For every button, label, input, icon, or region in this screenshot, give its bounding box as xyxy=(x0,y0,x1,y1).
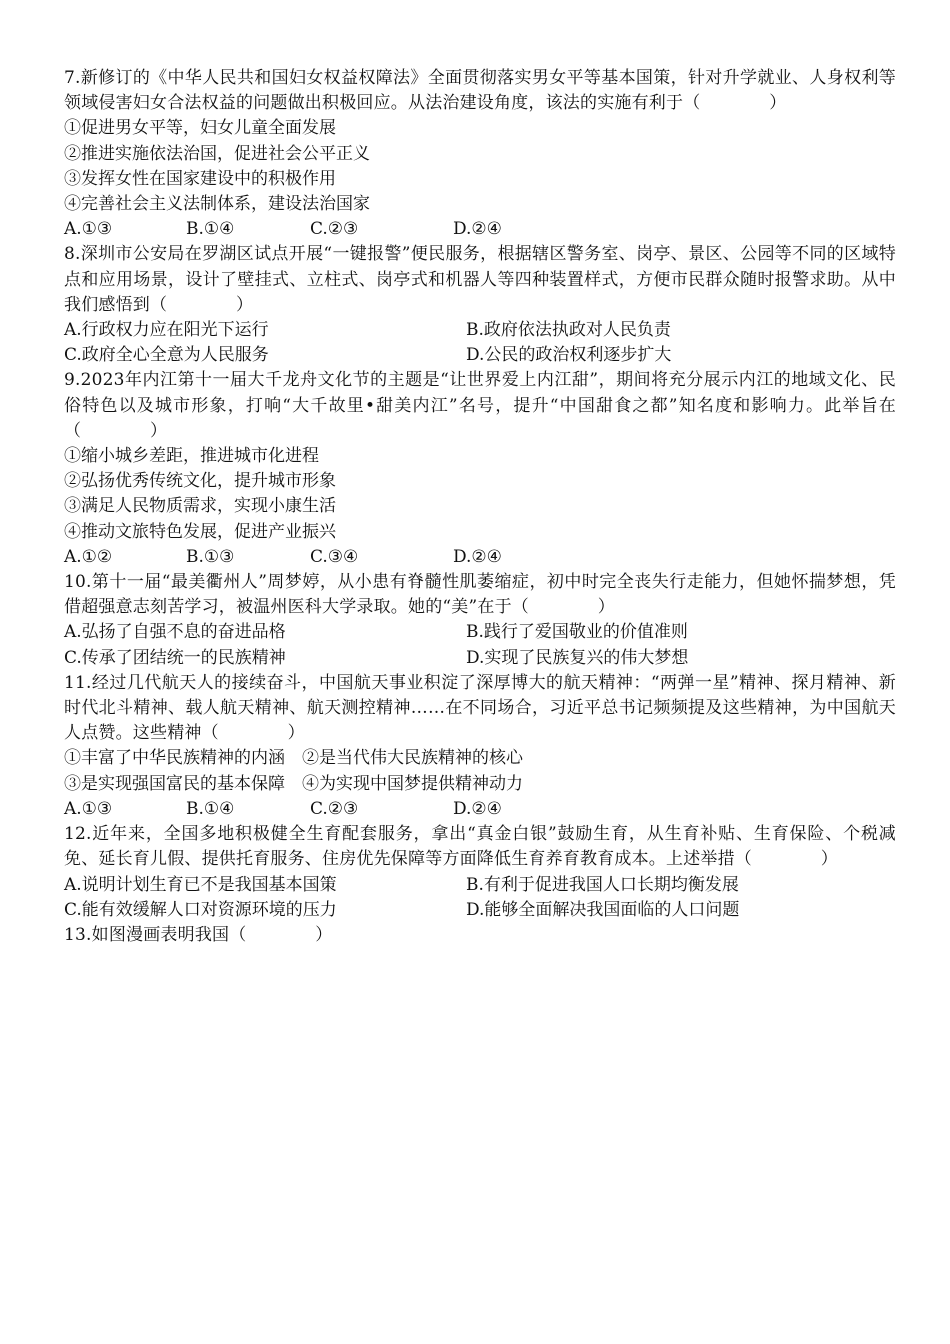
question-stem: 11.经过几代航天人的接续奋斗，中国航天事业积淀了深厚博大的航天精神：“两弹一星”精神、探月精神、新时代北斗精神、载人航天精神、航天测控精神……在不同场合，习近平总书记频频提及这些精神，为中国航天人点赞。这些精神（ ） xyxy=(64,672,896,744)
option-b: B.有利于促进我国人口长期均衡发展 xyxy=(466,874,739,895)
statement-item: ③满足人民物质需求，实现小康生活 xyxy=(64,496,336,517)
option-d: D.能够全面解决我国面临的人口问题 xyxy=(466,899,740,920)
option-b: B.①③ xyxy=(186,546,235,567)
question-8 xyxy=(64,242,896,368)
option-a: A.行政权力应在阳光下运行 xyxy=(64,320,269,341)
option-a: A.说明计划生育已不是我国基本国策 xyxy=(64,874,337,895)
statement-row: ③是实现强国富民的基本保障 ④为实现中国梦提供精神动力 xyxy=(64,773,523,794)
question-stem: 9.2023年内江第十一届大千龙舟文化节的主题是“让世界爱上内江甜”，期间将充分展示内江的地域文化、民俗特色以及城市形象，打响“大千故里•甜美内江”名号，提升“中国甜食之都”知名度和影响力。此举旨在（ ） xyxy=(64,370,896,441)
option-b: B.践行了爱国敬业的价值准则 xyxy=(466,622,688,643)
answer-options-row xyxy=(64,318,896,343)
question-13 xyxy=(64,923,896,1284)
option-d: D.②④ xyxy=(453,798,502,819)
statement-item: ③发挥女性在国家建设中的积极作用 xyxy=(64,168,336,189)
option-a: A.弘扬了自强不息的奋进品格 xyxy=(64,622,286,643)
statement-row: ①丰富了中华民族精神的内涵 ②是当代伟大民族精神的核心 xyxy=(64,748,523,769)
question-7 xyxy=(64,66,896,242)
statement-item: ①促进男女平等，妇女儿童全面发展 xyxy=(64,118,336,139)
answer-options-row xyxy=(64,898,896,923)
question-10 xyxy=(64,570,896,671)
statement-item: ①缩小城乡差距，推进城市化进程 xyxy=(64,446,319,467)
statement-item: ④推动文旅特色发展，促进产业振兴 xyxy=(64,521,336,542)
answer-options-row xyxy=(64,620,896,645)
question-stem: 8.深圳市公安局在罗湖区试点开展“一键报警”便民服务，根据辖区警务室、岗亭、景区、公园等不同的区域特点和应用场景，设计了壁挂式、立柱式、岗亭式和机器人等四种装置样式，方便市民群众随时报警求助。从中我们感悟到（ ） xyxy=(64,244,896,315)
answer-options xyxy=(64,217,896,242)
answer-options-row xyxy=(64,873,896,898)
option-b: B.①④ xyxy=(186,798,235,819)
option-d: D.②④ xyxy=(453,219,502,240)
option-c: C.政府全心全意为人民服务 xyxy=(64,345,269,366)
question-11 xyxy=(64,671,896,822)
statement-item: ②弘扬优秀传统文化，提升城市形象 xyxy=(64,471,336,492)
option-c: C.②③ xyxy=(310,798,359,819)
answer-options xyxy=(64,545,896,570)
option-b: B.①④ xyxy=(186,219,235,240)
statement-item: ④完善社会主义法制体系，建设法治国家 xyxy=(64,194,370,215)
question-9 xyxy=(64,368,896,570)
statement-item: ②推进实施依法治国，促进社会公平正义 xyxy=(64,143,370,164)
option-a: A.①③ xyxy=(64,219,113,240)
option-d: D.②④ xyxy=(453,546,502,567)
option-c: C.③④ xyxy=(310,546,359,567)
option-c: C.②③ xyxy=(310,219,359,240)
answer-options-row xyxy=(64,646,896,671)
option-a: A.①③ xyxy=(64,798,113,819)
question-stem: 7.新修订的《中华人民共和国妇女权益权障法》全面贯彻落实男女平等基本国策，针对升学就业、人身权利等领域侵害妇女合法权益的问题做出积极回应。从法治建设角度，该法的实施有利于（ ） xyxy=(64,68,896,114)
question-stem: 12.近年来，全国多地积极健全生育配套服务，拿出“真金白银”鼓励生育，从生育补贴、生育保险、个税减免、延长育儿假、提供托育服务、住房优先保障等方面降低生育养育教育成本。上述举措（ ） xyxy=(64,824,896,870)
question-12 xyxy=(64,822,896,923)
option-d: D.公民的政治权利逐步扩大 xyxy=(466,345,672,366)
answer-options-row xyxy=(64,343,896,368)
option-a: A.①② xyxy=(64,546,113,567)
option-c: C.能有效缓解人口对资源环境的压力 xyxy=(64,899,337,920)
option-d: D.实现了民族复兴的伟大梦想 xyxy=(466,647,689,668)
comic-placeholder xyxy=(64,954,896,1284)
question-stem: 10.第十一届“最美衢州人”周梦婷，从小患有脊髓性肌萎缩症，初中时完全丧失行走能力，但她怀揣梦想，凭借超强意志刻苦学习，被温州医科大学录取。她的“美”在于（ ） xyxy=(64,572,896,618)
option-c: C.传承了团结统一的民族精神 xyxy=(64,647,286,668)
answer-options xyxy=(64,797,896,822)
option-b: B.政府依法执政对人民负责 xyxy=(466,320,671,341)
question-list xyxy=(64,66,896,1284)
question-stem: 13.如图漫画表明我国（ ） xyxy=(64,924,333,945)
